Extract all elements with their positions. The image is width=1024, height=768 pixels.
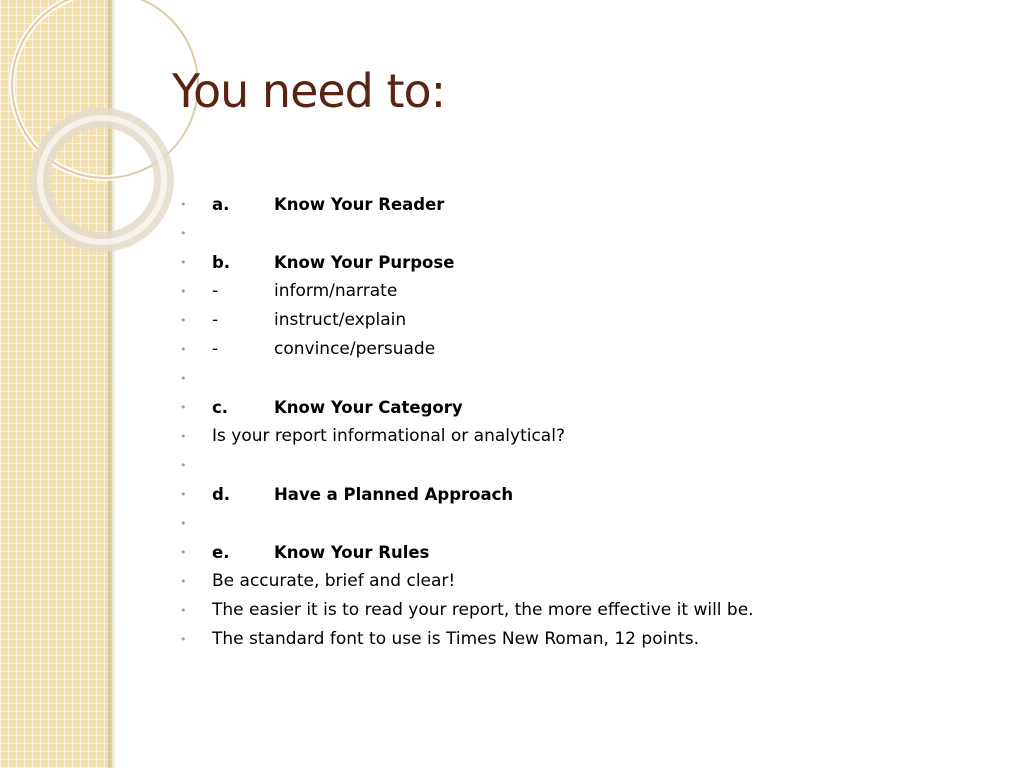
bullet-marker: d. xyxy=(212,485,231,504)
bullet-item xyxy=(180,277,1000,306)
bullet-item xyxy=(180,538,1000,567)
bullet-marker: b. xyxy=(212,253,231,272)
bullet-item xyxy=(180,596,1000,625)
bullet-dot-icon: • xyxy=(180,401,187,414)
bullet-dot-icon: • xyxy=(180,575,187,588)
bullet-dot-icon: • xyxy=(180,546,187,559)
bullet-item xyxy=(180,190,1000,219)
bullet-item xyxy=(180,248,1000,277)
bullet-text: The standard font to use is Times New Roman, 12 points. xyxy=(212,629,700,649)
decorative-rings xyxy=(0,0,180,280)
bullet-subitem: convince/persuade xyxy=(274,339,436,359)
bullet-dot-icon: • xyxy=(180,285,187,298)
bullet-subitem: inform/narrate xyxy=(274,281,398,301)
bullet-dot-icon: • xyxy=(180,459,187,472)
bullet-marker: a. xyxy=(212,195,230,214)
bullet-marker: c. xyxy=(212,398,229,417)
bullet-heading: Know Your Purpose xyxy=(274,253,455,272)
bullet-heading: Know Your Reader xyxy=(274,195,445,214)
bullet-item xyxy=(180,625,1000,654)
bullet-dot-icon: • xyxy=(180,633,187,646)
bullet-dot-icon: • xyxy=(180,488,187,501)
bullet-heading: Know Your Category xyxy=(274,398,463,417)
bullet-dot-icon: • xyxy=(180,430,187,443)
bullet-dot-icon: • xyxy=(180,227,187,240)
bullet-dot-icon: • xyxy=(180,372,187,385)
bullet-item xyxy=(180,335,1000,364)
bullet-heading: Know Your Rules xyxy=(274,543,430,562)
bullet-item xyxy=(180,567,1000,596)
bullet-marker: - xyxy=(212,339,219,359)
bullet-item xyxy=(180,364,1000,393)
bullet-dot-icon: • xyxy=(180,604,187,617)
bullet-marker: - xyxy=(212,281,219,301)
bullet-text: The easier it is to read your report, the more effective it will be. xyxy=(212,600,754,620)
bullet-text: Is your report informational or analytical? xyxy=(212,426,565,446)
bullet-item xyxy=(180,480,1000,509)
bullet-marker: e. xyxy=(212,543,230,562)
bullet-item xyxy=(180,306,1000,335)
bullet-dot-icon: • xyxy=(180,343,187,356)
bullet-dot-icon: • xyxy=(180,256,187,269)
slide-title: You need to: xyxy=(172,64,446,118)
bullet-marker: - xyxy=(212,310,219,330)
bullet-item xyxy=(180,422,1000,451)
bullet-subitem: instruct/explain xyxy=(274,310,407,330)
bullet-dot-icon: • xyxy=(180,314,187,327)
bullet-text: Be accurate, brief and clear! xyxy=(212,571,456,591)
bullet-heading: Have a Planned Approach xyxy=(274,485,514,504)
bullet-list xyxy=(180,190,1000,654)
bullet-dot-icon: • xyxy=(180,517,187,530)
bullet-dot-icon: • xyxy=(180,198,187,211)
bullet-item xyxy=(180,451,1000,480)
bullet-item xyxy=(180,219,1000,248)
bullet-item xyxy=(180,393,1000,422)
bullet-item xyxy=(180,509,1000,538)
